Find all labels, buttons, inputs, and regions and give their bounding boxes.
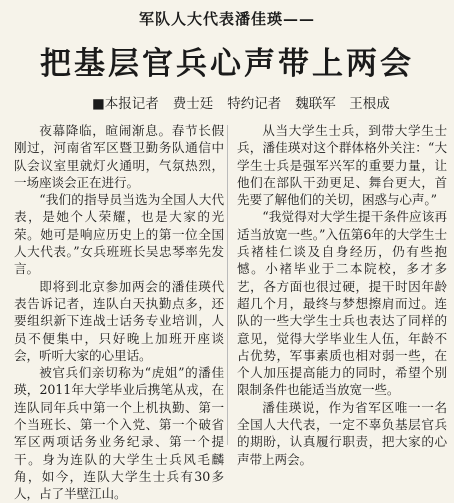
paragraph: 夜幕降临，暄闹渐息。春节长假刚过，河南省军区暨卫勤务队通信中队会议室里就灯火通明，气氛热烈，一场座谈会正在进行。 xyxy=(14,123,224,190)
paragraph: 潘佳瑛说，作为省军区唯一一名全国人大代表，一定不辜负基层官兵的期盼，认真履行职责，把大家的心声带上两会。 xyxy=(237,399,447,467)
paragraph: “我们的指导员当选为全国人大代表，是她个人荣耀，也是大家的光荣。她可是响应历史上的第一位全国人大代表。”女兵班班长吴忠琴率先发言。 xyxy=(14,192,224,277)
left-column xyxy=(14,122,224,503)
byline-staff-label: 本报记者 xyxy=(104,96,159,112)
byline-staff-name: 费士廷 xyxy=(172,96,214,112)
byline-special-label: 特约记者 xyxy=(227,96,282,112)
article-headline: 把基层官兵心声带上两会 xyxy=(40,46,414,82)
paragraph: 从当大学生士兵，到带大学生士兵，潘佳瑛对这个群体格外关注：“大学生士兵是强军兴军的重要力量，让他们在部队干劲更足、舞台更大，首先要了解他们的关切，困惑与心声。” xyxy=(237,123,447,208)
paragraph: 被官兵们亲切称为“虎姐”的潘佳瑛，2011年大学毕业后携笔从戎，在连队同年兵中第一个上机执勤、第一个当班长、第一个入党、第一个破省军区两项话务业务纪录、第一个提干。身为连队的大学生士兵风毛麟角，如今，连队大学生士兵有30多人，占了半壁江山。 xyxy=(14,365,224,502)
right-column xyxy=(237,122,447,468)
paragraph: 即将到北京参加两会的潘佳瑛代表告诉记者，连队白天执勤点多，还要组织新下连战士话务专业培训，人员不便集中，只好晚上加班开座谈会，听听大家的心里话。 xyxy=(14,278,224,363)
byline-marker: ■ xyxy=(92,96,105,112)
byline-special-names: 魏联军 王根成 xyxy=(295,96,390,112)
byline xyxy=(92,92,390,112)
column-divider xyxy=(227,125,228,445)
paragraph: “我觉得对大学生提干条件应该再适当放宽一些。”入伍第6年的大学生士兵褚桂仁谈及自身经历，仍有些抱憾。小褚毕业于二本院校，多才多艺，各方面也很过硬，提干时因年龄超几个月，最终与梦想擦肩而过。连队的一些大学生士兵也表达了同样的意见，觉得大学毕业生人伍，年龄不占优势，军事素质也相对弱一些，在个人加压提高能力的同时，希望个别限制条件也能适当放宽一些。 xyxy=(237,209,447,398)
article-kicker: 军队人大代表潘佳瑛—— xyxy=(138,10,315,28)
